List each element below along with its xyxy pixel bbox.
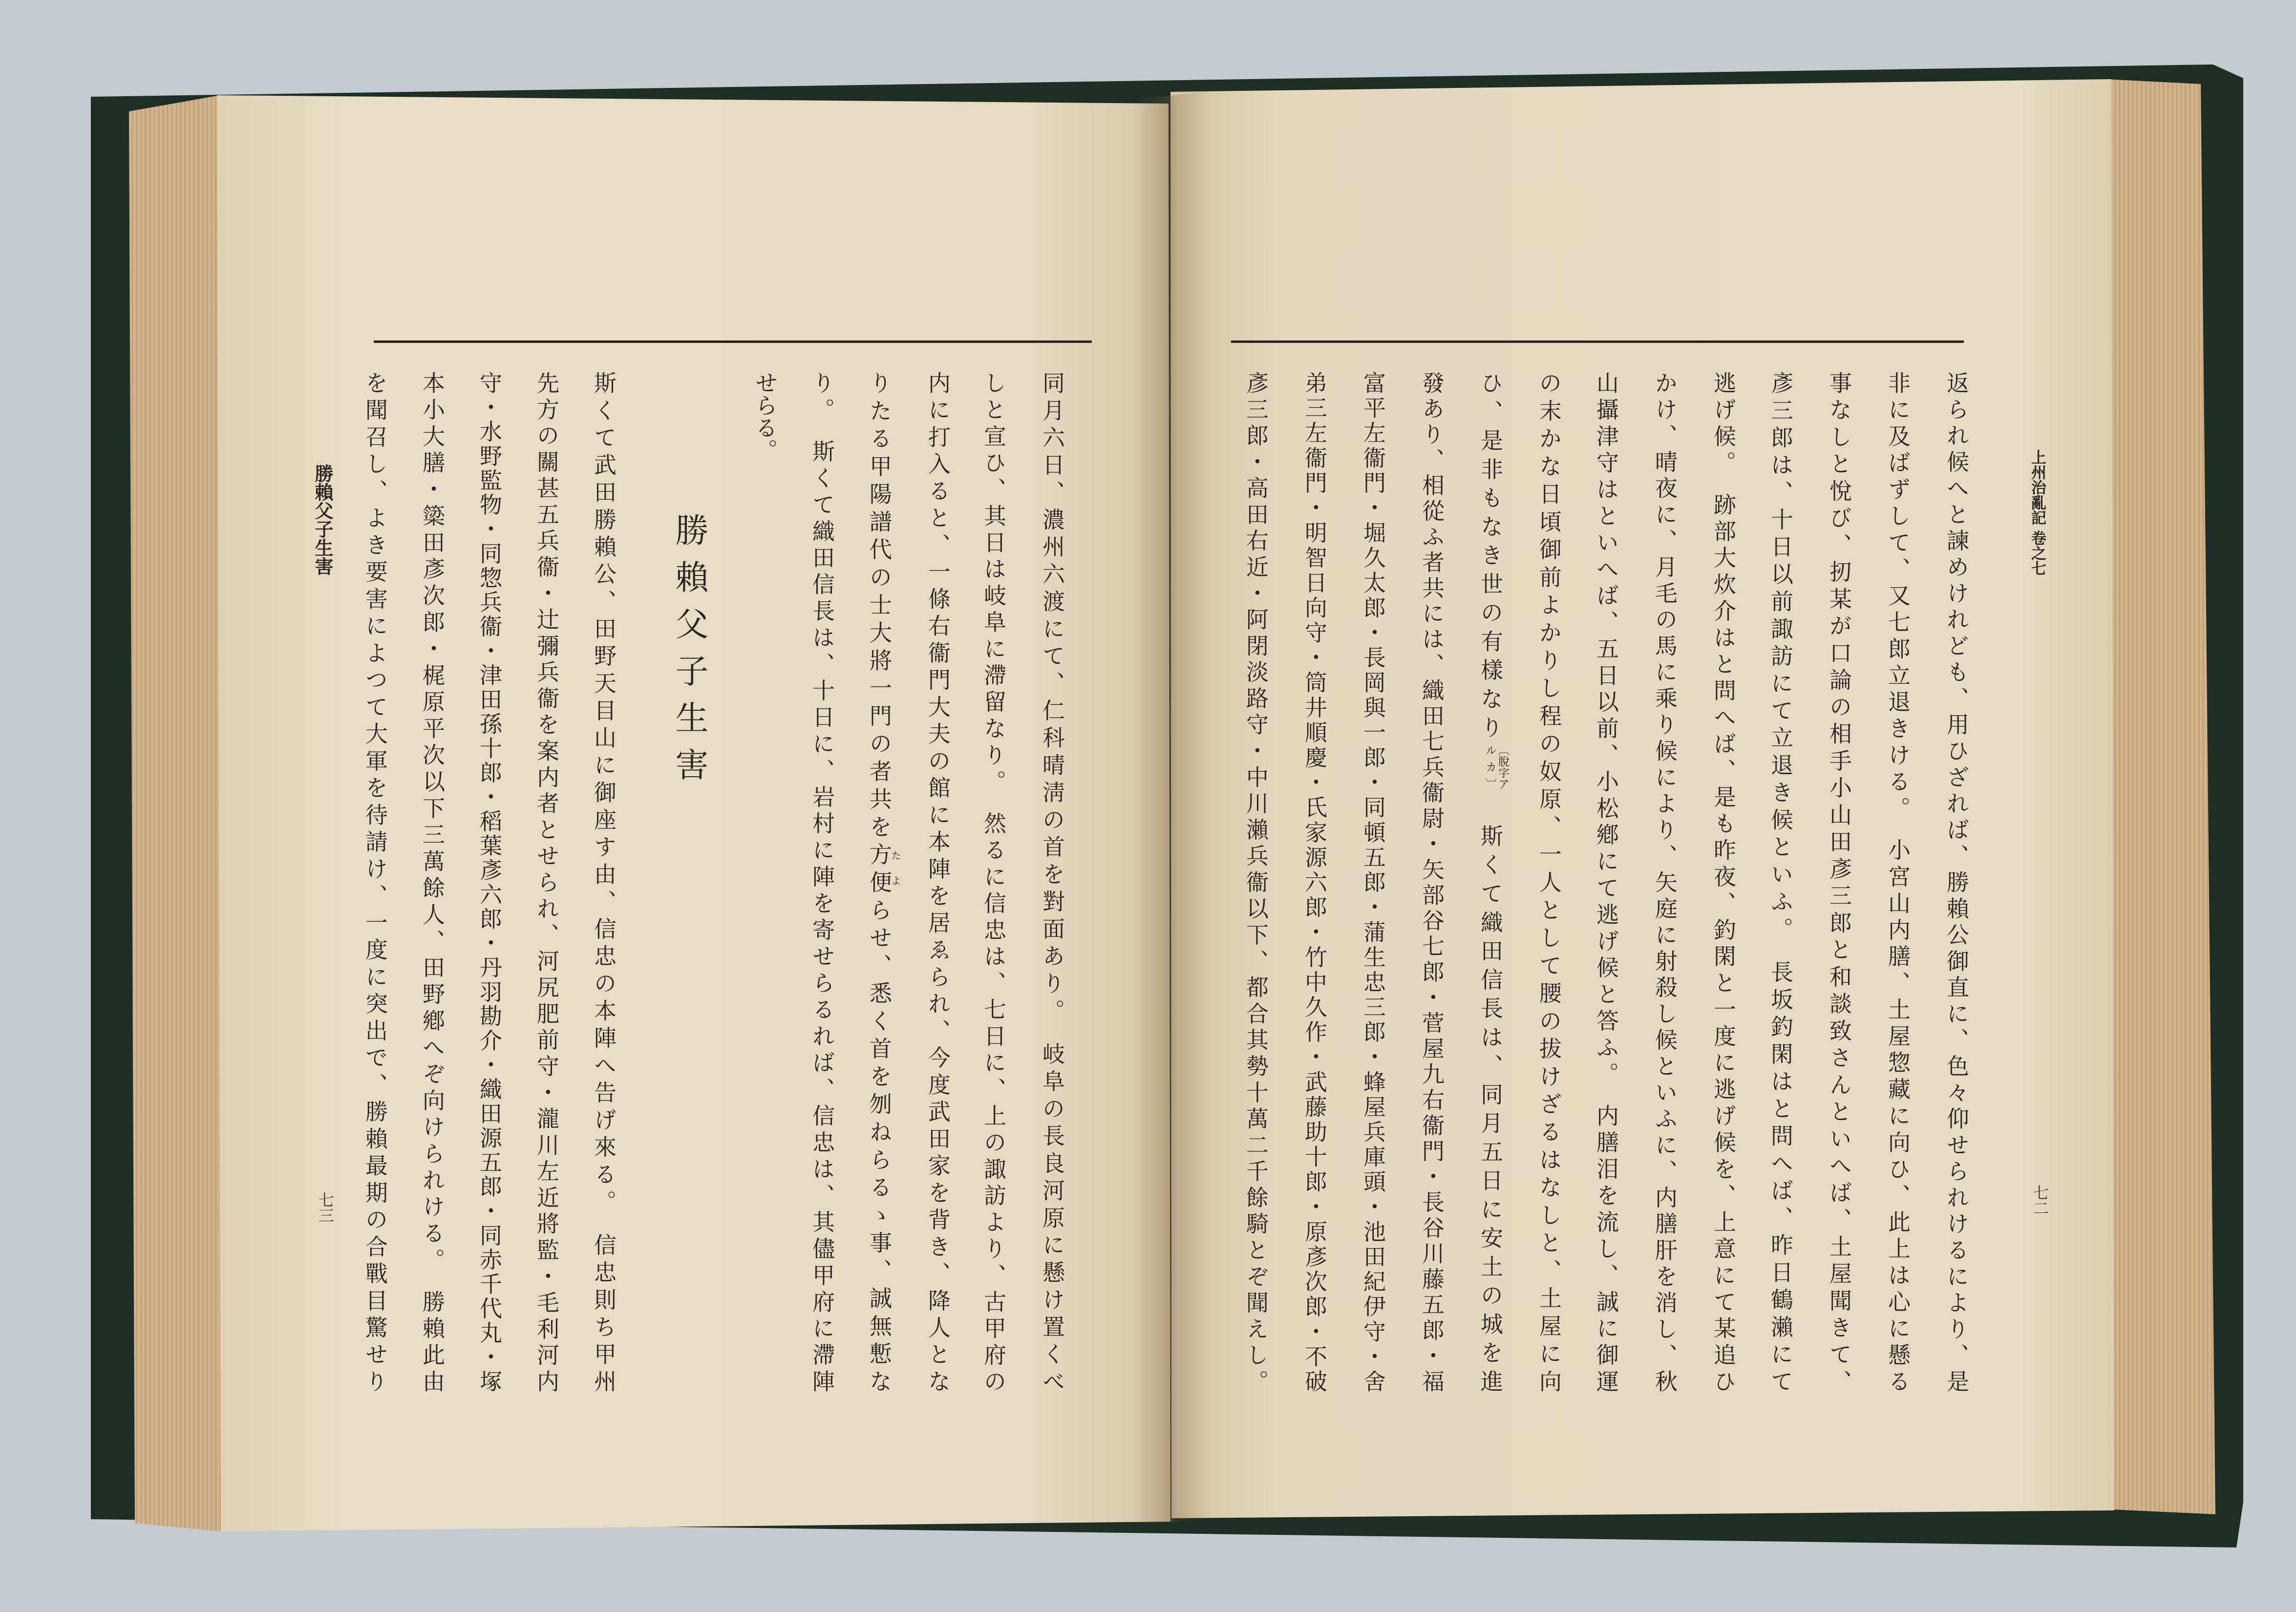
text-column: 本小大膳・簗田彥次郎・梶原平次以下三萬餘人、田野鄕へぞ向けられける。 勝賴此由 xyxy=(419,371,446,1393)
inline-note-line: ルカ〕 xyxy=(1484,744,1496,789)
left-running-head: 勝賴父子生害 xyxy=(312,464,334,575)
text-column: 返られ候へと諫めけれども、用ひざれば、勝賴公御直に、色々仰せられけるにより、是 xyxy=(1943,371,1970,1392)
text-column: 先方の關甚五兵衞・辻彌兵衞を案内者とせられ、河尻肥前守・瀧川左近將監・毛利河内 xyxy=(533,371,560,1392)
text-column: の末かな日頃御前よかりし程の奴原、一人として腰の拔けざるはなしと、土屋に向 xyxy=(1536,371,1562,1392)
ruby-annotation xyxy=(866,843,901,898)
text-column: 逃げ候。 跡部大炊介はと問へば、是も昨夜、釣閑と一度に逃げ候を、上意にて某追ひ xyxy=(1710,371,1737,1392)
column-text: 斯くて織田信長は、同月五日に安土の城を進 xyxy=(1477,789,1504,1393)
text-column: 内に打入ると、一條右衞門大夫の館に本陣を居ゑられ、今度武田家を背き、降人とな xyxy=(925,371,951,1392)
text-column xyxy=(855,371,904,1392)
text-column: 事なしと悅び、扨某が口論の相手小山田彥三郎と和談致さんといへば、土屋聞きて、 xyxy=(1826,371,1852,1392)
text-column: 非に及ばずして、又七郎立退きける。 小宮山内膳、土屋惣藏に向ひ、此上は心に懸る xyxy=(1885,371,1911,1392)
text-column: り。 斯くて織田信長は、十日に、岩村に陣を寄せらるれば、信忠は、其儘甲府に滯陣 xyxy=(809,371,835,1392)
column-text: ひ、是非もなき世の有樣なり xyxy=(1477,371,1504,744)
text-column: 山攝津守はといへば、五日以前、小松鄕にて逃げ候と答ふ。 内膳泪を流し、誠に御運 xyxy=(1593,371,1619,1393)
inline-note xyxy=(1484,744,1509,789)
right-running-head: 上州治亂記 卷之七 xyxy=(2028,449,2046,576)
text-column: 同月六日、濃州六渡にて、仁科晴淸の首を對面あり。 岐阜の長良河原に懸け置くべ xyxy=(1039,371,1065,1392)
text-column: せらる。 xyxy=(752,371,778,461)
column-text: らせ、悉く首を刎ねらるゝ事、誠無慙な xyxy=(866,898,893,1393)
ruby-base: 方便 xyxy=(866,843,893,898)
left-header-rule xyxy=(374,340,1092,343)
text-column: 斯くて武田勝賴公、田野天目山に御座す由、信忠の本陣へ告げ來る。 信忠則ち甲州 xyxy=(591,371,617,1393)
text-column: 彥三郎・高田右近・阿閉淡路守・中川瀨兵衞以下、都合其勢十萬二千餘騎とぞ聞えし。 xyxy=(1243,371,1269,1392)
section-heading: 勝賴父子生害 xyxy=(670,513,708,794)
left-page-edges xyxy=(129,95,221,1531)
right-page-number: 七二 xyxy=(2031,1185,2049,1216)
text-column: 發あり、相從ふ者共には、織田七兵衞尉・矢部谷七郎・菅屋九右衞門・長谷川藤五郎・福 xyxy=(1419,371,1445,1392)
inline-note-line: 〔脫字ア xyxy=(1496,744,1509,789)
gutter-shadow xyxy=(1133,91,1212,1524)
text-column: 守・水野監物・同惣兵衞・津田孫十郎・稻葉彥六郎・丹羽勘介・織田源五郎・同赤千代丸・塚 xyxy=(476,371,503,1392)
text-column: しと宣ひ、其日は岐阜に滯留なり。 然るに信忠は、七日に、上の諏訪より、古甲府の xyxy=(980,371,1007,1392)
text-column: かけ、晴夜に、月毛の馬に乘り候により、矢庭に射殺し候といふに、内膳肝を消し、秋 xyxy=(1652,371,1678,1392)
column-text: りたる甲陽譜代の士大將一門の者共を xyxy=(866,371,893,843)
right-header-rule xyxy=(1231,340,1964,343)
left-page-number: 七三 xyxy=(316,1192,335,1223)
text-column: 彥三郎は、十日以前諏訪にて立退き候といふ。 長坂釣閑はと問へば、昨日鶴瀨にて xyxy=(1767,371,1794,1393)
ruby-text: たよ xyxy=(890,843,901,893)
text-column: を聞召し、よき要害によつて大軍を待請け、一度に突出で、勝賴最期の合戰目驚せり xyxy=(362,371,388,1392)
text-column: 弟三左衞門・明智日向守・筒井順慶・氏家源六郎・竹中久作・武藤助十郎・原彥次郎・不破 xyxy=(1301,371,1328,1392)
text-column: 富平左衞門・堀久太郎・長岡與一郎・同頓五郎・蒲生忠三郎・蜂屋兵庫頭・池田紀伊守・舍 xyxy=(1360,371,1386,1392)
text-column xyxy=(1466,371,1515,1392)
right-page-edges xyxy=(2105,79,2215,1514)
